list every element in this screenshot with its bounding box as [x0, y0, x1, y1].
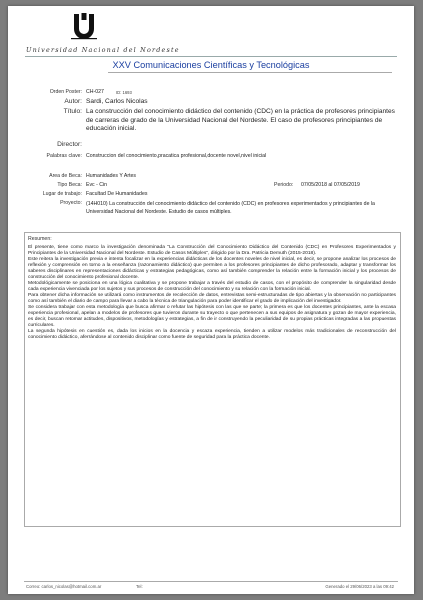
- resumen-label: Resumen:: [28, 236, 52, 242]
- document-page: [8, 6, 414, 594]
- titulo-value: La construcción del conocimiento didáctico del contenido (CDC) en la práctica de profesores principiantes de carreras de grado de la Universidad Nacional del Nordeste. El caso de profesores principiantes de educación inicial.: [86, 108, 395, 133]
- orden-poster-label: Orden Poster:: [49, 89, 82, 95]
- resumen-paragraph: Se considera trabajar con esta metodología que busca afirmar o refutar las hipótesis con las que se parte; la primera es que los docentes principiantes, ante la escasa experiencia profesional, apelan a modelos de profesores que tuvieron durante su trayecto o que pertenecen a sus equipos de asignatura y gozan de mayor experiencia, es decir, buscan retomar actitudes, dispositivos, metodologías y estrategias, a fin de ir construyendo la peculiaridad de su propias prácticas integradas a las propuestas curriculares.: [28, 305, 396, 328]
- periodo-label: Periodo:: [274, 182, 294, 188]
- palabras-clave-label: Palabras clave:: [46, 153, 82, 159]
- page-title: XXV Comunicaciones Científicas y Tecnológicas: [112, 60, 310, 70]
- area-beca-value: Humanidades Y Artes: [86, 173, 136, 179]
- header-divider: [25, 56, 397, 57]
- proyecto-label: Proyecto:: [60, 200, 82, 206]
- autor-value: Sardi, Carlos Nicolas: [86, 98, 148, 105]
- university-name: Universidad Nacional del Nordeste: [26, 46, 180, 54]
- orden-poster-value: CH-027: [86, 89, 104, 95]
- resumen-text: [28, 245, 396, 341]
- periodo-value: 07/05/2018 al 07/05/2019: [301, 182, 360, 188]
- resumen-paragraph: El presente, tiene como marco la investigación denominada "La Construcción del Conocimiento Didáctico del Contenido (CDC) en Profesores Experimentados y Principiantes de la Universidad Nacional del Nordeste. Estudio de Casos Múltiples", dirigido por la Dra. Patricia Demuth (2015-2018).: [28, 245, 396, 256]
- footer-divider: [24, 581, 398, 582]
- footer-email: Correo: carlos_nicolas@hotmail.com.ar: [26, 584, 102, 589]
- lugar-trabajo-value: Facultad De Humanidades: [86, 191, 148, 197]
- resumen-paragraph: Metodológicamente se posiciona en una lógica cualitativa y se propone trabajar a través del estudio de casos, con el propósito de comprender la singularidad desde cada experiencia vivenciada por los sujetos y sus procesos de construcción del conocimiento y su relación con la formación inicial.: [28, 281, 396, 292]
- resumen-paragraph: Para obtener dicha información se utilizará como instrumentos de recolección de datos, entrevistas semi-estructuradas de tipo abiertas y la observación no participantes como así también el diario de campo para llevar a cabo la técnica de triangulación para poder identificar el grado de implicación del investigador.: [28, 293, 396, 304]
- tipo-beca-label: Tipo Beca:: [57, 182, 82, 188]
- proyecto-value: (14H010) La construcción del conocimiento didáctico del contenido (CDC) en profesores experimentados y principiantes de la Universidad Nacional del Nordeste. Estudio de casos múltiples.: [86, 201, 375, 216]
- titulo-label: Título:: [63, 108, 82, 115]
- director-label: Director:: [57, 141, 82, 148]
- area-beca-label: Area de Beca:: [49, 173, 82, 179]
- tipo-beca-value: Evc - Cin: [86, 182, 108, 188]
- resumen-paragraph: La segunda hipótesis en cuestión es, dada los inicios en la docencia y escaza experiencia, tienden a utilizar modelos más tradicionales de reconstrucción del conocimiento didáctico, aferrándose al contenido disciplinar como fuente de seguridad para la práctica docente.: [28, 329, 396, 340]
- title-underline: [108, 72, 392, 73]
- autor-label: Autor:: [64, 98, 82, 105]
- lugar-trabajo-label: Lugar de trabajo:: [42, 191, 82, 197]
- footer-generated: Generado el 29/06/2023 a las 09:42: [325, 584, 394, 589]
- university-logo-icon: [68, 12, 100, 42]
- resumen-box: [24, 232, 401, 527]
- palabras-clave-value: Construccion del conocimiento,pracatica profesional,docente novel,nivel inicial: [86, 153, 267, 159]
- resumen-paragraph: Este reitera la investigación previa e intenta focalizar en la experiencias didácticas de los docentes noveles de nivel inicial, es decir, se propone analizar los procesos de reflexión y comprensión en torno a la enseñanza (razonamiento didáctico) que permiten a los profesores principiantes de dicho profesorado, adaptar y transformar los saberes disciplinares en representaciones didácticas y estrategias pedagógicas, como así también comprender la relación entre la formación inicial y los procesos de construcción del conocimiento profesional docente.: [28, 257, 396, 280]
- footer-tel: Tel:: [136, 584, 143, 589]
- id-value: ID: 1693: [116, 90, 132, 95]
